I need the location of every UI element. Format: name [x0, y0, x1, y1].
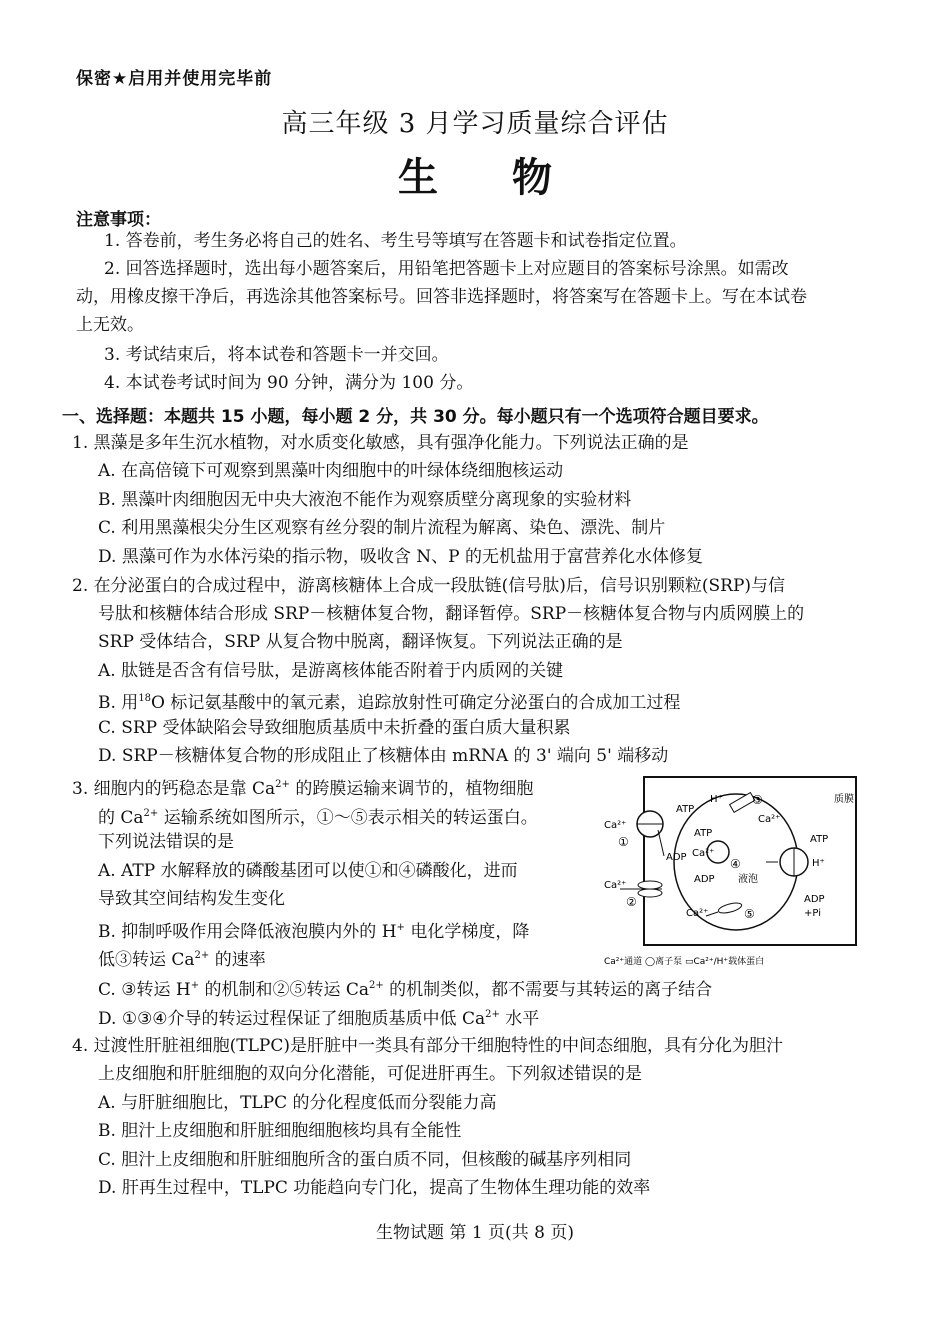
q2-option-c: C. SRP 受体缺陷会导致细胞质基质中未折叠的蛋白质大量积累: [98, 718, 571, 738]
subject-title: 生 物: [398, 154, 582, 201]
label-vacuole: 液泡: [738, 874, 758, 885]
label-n4: ④: [730, 857, 741, 871]
label-pi: +Pi: [804, 908, 821, 919]
q1-option-a: A. 在高倍镜下可观察到黑藻叶肉细胞中的叶绿体绕细胞核运动: [98, 461, 564, 481]
label-atp-1: ATP: [676, 804, 695, 815]
q2-option-b: B. 用$^{18}$O 标记氨基酸中的氧元素，追踪放射性可确定分泌蛋白的合成加工过程: [98, 693, 681, 713]
q4-option-c: C. 胆汁上皮细胞和肝脏细胞所含的蛋白质不同，但核酸的碱基序列相同: [98, 1150, 632, 1170]
q3-option-b-line-2: 低③转运 $Ca^{2+}$ 的速率: [98, 950, 266, 970]
q1-option-d: D. 黑藻可作为水体污染的指示物，吸收含 N、P 的无机盐用于富营养化水体修复: [98, 547, 703, 567]
channel-2-bottom: [638, 889, 662, 897]
label-ca-3: Ca²⁺: [758, 814, 781, 825]
q3-option-a-line-2: 导致其空间结构发生变化: [98, 889, 285, 909]
calcium-transport-diagram: [598, 772, 868, 970]
q4-stem-line-1: 4. 过渡性肝脏祖细胞(TLPC)是肝脏中一类具有部分干细胞特性的中间态细胞，具有分化为胆汁: [72, 1036, 783, 1056]
label-membrane: 质膜: [834, 794, 854, 805]
q4-stem-line-2: 上皮细胞和肝脏细胞的双向分化潜能，可促进肝再生。下列叙述错误的是: [98, 1064, 642, 1084]
label-n2: ②: [626, 895, 637, 909]
label-ca-2: Ca²⁺: [604, 880, 627, 891]
q3-stem-line-3: 下列说法错误的是: [98, 832, 234, 852]
q4-option-a: A. 与肝脏细胞比，TLPC 的分化程度低而分裂能力高: [98, 1093, 497, 1113]
label-ca-1: Ca²⁺: [604, 820, 627, 831]
q4-option-b: B. 胆汁上皮细胞和肝脏细胞细胞核均具有全能性: [98, 1121, 462, 1141]
label-ca-4: Ca²⁺: [692, 848, 715, 859]
q3-stem-line-2: 的 $Ca^{2+}$ 运输系统如图所示，①～⑤表示相关的转运蛋白。: [98, 808, 538, 828]
label-adp-1: ADP: [666, 852, 687, 863]
label-n1: ①: [618, 835, 629, 849]
q1-stem: 1. 黑藻是多年生沉水植物，对水质变化敏感，具有强净化能力。下列说法正确的是: [72, 433, 689, 453]
q1-option-b: B. 黑藻叶肉细胞因无中央大液泡不能作为观察质壁分离现象的实验材料: [98, 490, 632, 510]
label-h-pump: H⁺: [812, 858, 825, 869]
page-footer: 生物试题 第 1 页(共 8 页): [376, 1223, 574, 1243]
notice-item-4: 4. 本试卷考试时间为 90 分钟，满分为 100 分。: [104, 373, 474, 393]
notice-item-1: 1. 答卷前，考生务必将自己的姓名、考生号等填写在答题卡和试卷指定位置。: [104, 231, 687, 251]
q2-option-d: D. SRP－核糖体复合物的形成阻止了核糖体由 mRNA 的 3' 端向 5' 端移动: [98, 746, 669, 766]
notice-item-2-line-3: 上无效。: [76, 315, 144, 335]
label-h-3: H⁺: [710, 794, 723, 805]
label-atp-h: ATP: [810, 834, 829, 845]
notice-item-3: 3. 考试结束后，将本试卷和答题卡一并交回。: [104, 345, 449, 365]
q1-option-c: C. 利用黑藻根尖分生区观察有丝分裂的制片流程为解离、染色、漂洗、制片: [98, 518, 666, 538]
notice-heading: 注意事项：: [76, 210, 161, 230]
q2-stem-line-3: SRP 受体结合，SRP 从复合物中脱离，翻译恢复。下列说法正确的是: [98, 632, 623, 652]
label-adp-h: ADP: [804, 894, 825, 905]
q4-option-d: D. 肝再生过程中，TLPC 功能趋向专门化，提高了生物体生理功能的效率: [98, 1178, 651, 1198]
section-heading: 一、选择题：本题共 15 小题，每小题 2 分，共 30 分。每小题只有一个选项符合题目要求。: [62, 407, 769, 427]
notice-item-2-line-2: 动，用橡皮擦干净后，再选涂其他答案标号。回答非选择题时，将答案写在答题卡上。写在本试卷: [76, 287, 807, 307]
q2-stem-line-1: 2. 在分泌蛋白的合成过程中，游离核糖体上合成一段肽链(信号肽)后，信号识别颗粒(SRP)与信: [72, 576, 786, 596]
q3-option-c: C. ③转运 H+ 的机制和②⑤转运 $Ca^{2+}$ 的机制类似，都不需要与其转运的离子结合: [98, 980, 713, 1000]
q3-stem-line-1: 3. 细胞内的钙稳态是靠 $Ca^{2+}$ 的跨膜运输来调节的，植物细胞: [72, 779, 534, 799]
arrow-1: [658, 830, 664, 856]
figure-legend: Ca²⁺通道 ◯离子泵 ▭Ca²⁺/H⁺载体蛋白: [604, 957, 765, 967]
label-ca-5: Ca²⁺: [686, 908, 709, 919]
q3-option-b-line-1: B. 抑制呼吸作用会降低液泡膜内外的 H+ 电化学梯度，降: [98, 922, 530, 942]
q3-option-d: D. ①③④介导的转运过程保证了细胞质基质中低 $Ca^{2+}$ 水平: [98, 1009, 540, 1029]
confidential-notice: 保密★启用并使用完毕前: [76, 69, 273, 89]
q2-stem-line-2: 号肽和核糖体结合形成 SRP－核糖体复合物，翻译暂停。SRP－核糖体复合物与内质网膜上的: [98, 604, 805, 624]
label-n5: ⑤: [744, 907, 755, 921]
channel-2-top: [638, 881, 662, 889]
exam-title: 高三年级 3 月学习质量综合评估: [281, 109, 669, 139]
label-atp-4: ATP: [694, 828, 713, 839]
channel-5: [717, 901, 742, 915]
q2-option-a: A. 肽链是否含有信号肽，是游离核体能否附着于内质网的关键: [98, 661, 564, 681]
label-n3: ③: [752, 793, 763, 807]
notice-item-2-line-1: 2. 回答选择题时，选出每小题答案后，用铅笔把答题卡上对应题目的答案标号涂黑。如需改: [104, 259, 789, 279]
label-adp-4: ADP: [694, 874, 715, 885]
q3-option-a-line-1: A. ATP 水解释放的磷酸基团可以使①和④磷酸化，进而: [98, 861, 518, 881]
